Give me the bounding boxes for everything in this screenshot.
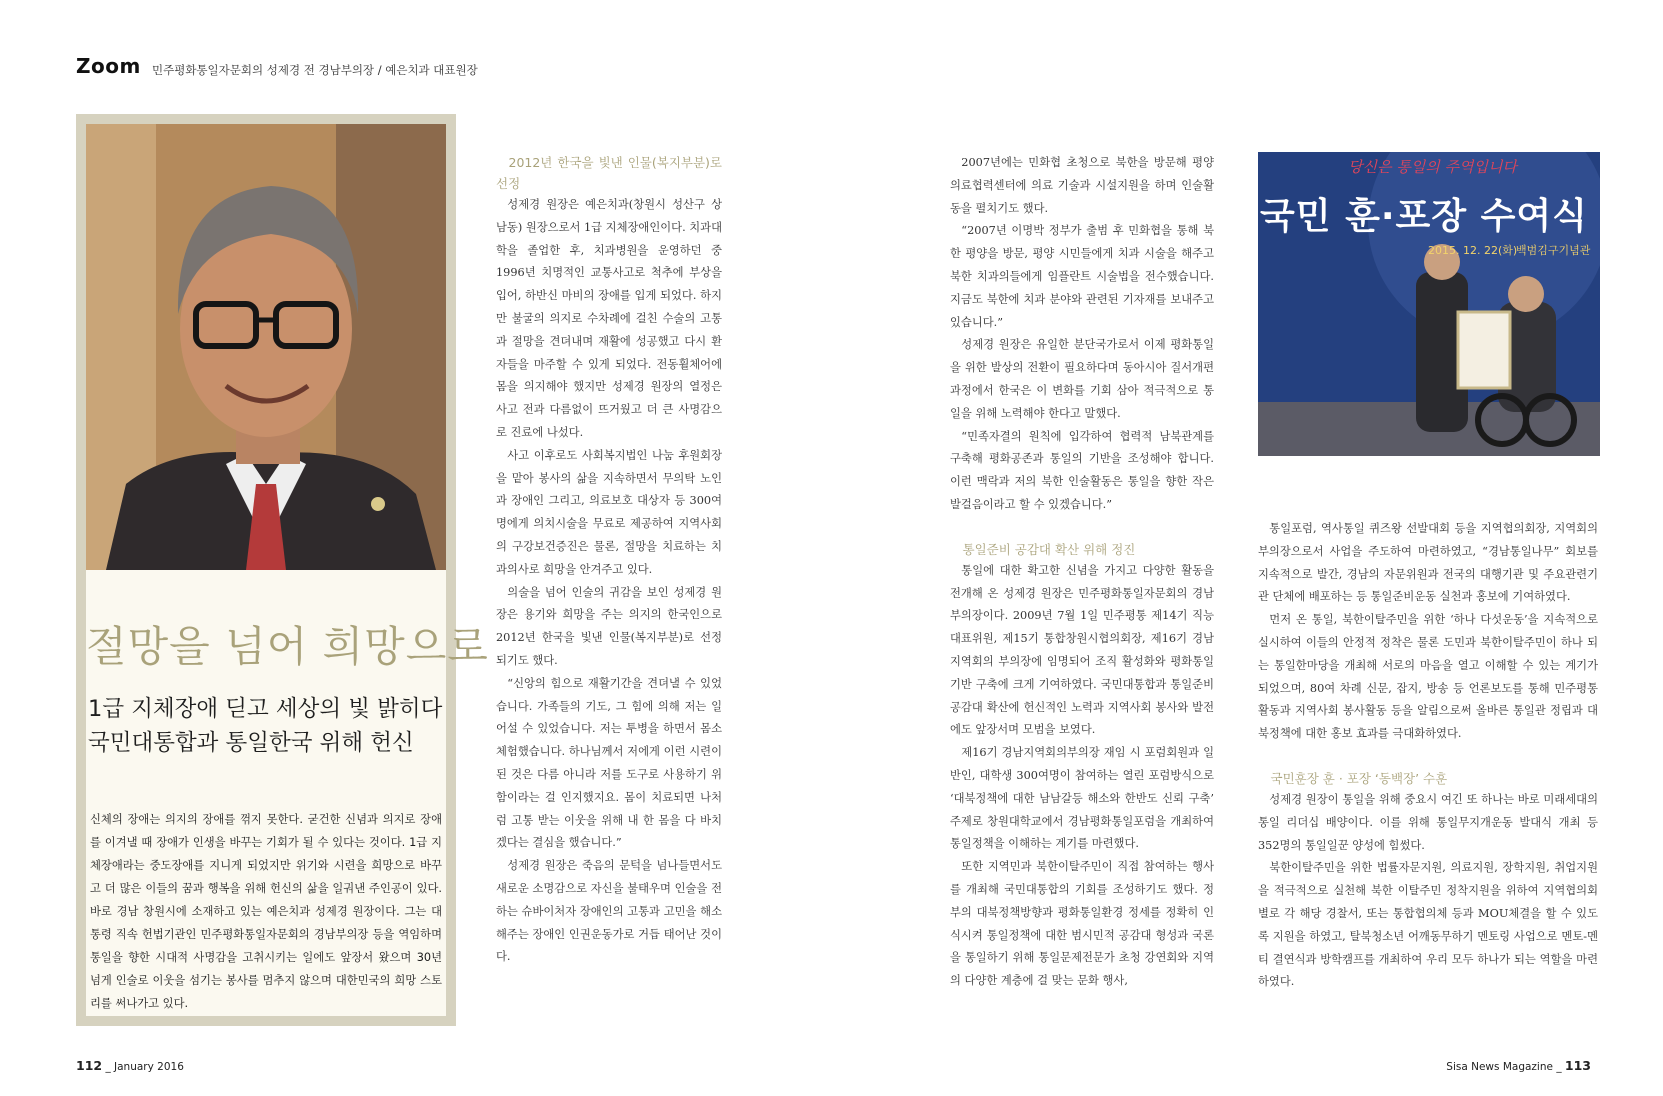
page-number-right: 113: [1564, 1058, 1591, 1073]
header-subtitle: 민주평화통일자문회의 성제경 전 경남부의장 / 예은치과 대표원장: [152, 63, 478, 77]
feature-subtitle: [88, 692, 458, 760]
paragraph: 성제경 원장은 예은치과(창원시 성산구 상남동) 원장으로서 1급 지체장애인이다. 치과대학을 졸업한 후, 치과병원을 운영하던 중 1996년 치명적인 교통사고로 척추에 부상을 입어, 하반신 마비의 장애를 입게 되었다. 하지만 불굴의 의지로 수차례에 걸친 수술의 고통과 절망을 견뎌내며 재활에 성공했고 다시 환자들을 마주할 수 있게 되었다. 전동휠체어에 몸을 의지해야 했지만 성제경 원장의 열정은 사고 전과 다름없이 뜨거웠고 더 큰 사명감으로 진료에 나섰다.: [496, 198, 722, 439]
paragraph: 성제경 원장은 죽음의 문턱을 넘나들면서도 새로운 소명감으로 자신을 불태우며 인술을 전하는 슈바이처자 장애인의 고통과 고민을 해소해주는 장애인 인권운동가로 거듭 태어난 것이다.: [496, 859, 722, 964]
subtitle-line-1: 1급 지체장애 딛고 세상의 빛 밝히다: [88, 696, 443, 722]
paragraph: “신앙의 힘으로 재활기간을 견뎌낼 수 있었습니다. 가족들의 기도, 그 힘에 의해 저는 일어설 수 있었습니다. 저는 투병을 하면서 몸소 체험했습니다. 하나님께서 저에게 이런 시련이 된 것은 다름 아니라 저를 도구로 사용하기 위함이라는 걸 인지했지요. 몸이 치료되면 나처럼 고통 받는 이웃을 위해 내 한 몸을 다 바치겠다는 결심을 했습니다.”: [496, 676, 722, 850]
ceremony-banner-text: 국민 훈·포장 수여식: [1260, 196, 1588, 237]
subtitle-line-2: 국민대통합과 통일한국 위해 헌신: [88, 730, 414, 756]
paragraph: 통일에 대한 확고한 신념을 가지고 다양한 활동을 전개해 온 성제경 원장은 민주평화통일자문회의 경남부의장이다. 2009년 7월 1일 민주평통 제14기 직능대표위원, 제15기 통합창원시협의회장, 제16기 경남지역회의 부의장에 임명되어 조직 활성화와 평화통일 기반 구축에 크게 기여하였다. 국민대통합과 통일준비 공감대 확산에 헌신적인 노력과 지역사회 봉사와 발전에도 앞장서며 모범을 보였다.: [950, 563, 1214, 737]
paragraph: 2007년에는 민화협 초청으로 북한을 방문해 평양의료협력센터에 의료 기술과 시설지원을 하며 인술활동을 펼치기도 했다.: [950, 156, 1214, 215]
folio-right: [1446, 1058, 1591, 1073]
article-column-3: [1258, 518, 1598, 994]
paragraph: “민족자결의 원칙에 입각하여 협력적 남북관계를 구축해 평화공존과 통일의 기반을 조성해야 합니다. 이런 맥락과 저의 북한 인술활동은 통일을 향한 작은 발걸음이라고 할 수 있겠습니다.”: [950, 429, 1214, 511]
feature-title: 절망을 넘어 희망으로: [86, 622, 489, 671]
magazine-name: Sisa News Magazine: [1446, 1061, 1553, 1073]
page-number-left: 112: [76, 1058, 103, 1073]
section-heading-3: 국민훈장 훈 · 포장 ‘동백장’ 수훈: [1270, 770, 1448, 786]
folio-separator: _: [1556, 1061, 1565, 1073]
paragraph: 성제경 원장이 통일을 위해 중요시 여긴 또 하나는 바로 미래세대의 통일 리더십 배양이다. 이를 위해 통일무지개운동 발대식 개최 등 352명의 통일일꾼 양성에 힘썼다.: [1258, 792, 1598, 852]
section-label: Zoom: [76, 54, 141, 78]
paragraph: 북한이탈주민을 위한 법률자문지원, 의료지원, 장학지원, 취업지원을 적극적으로 실천해 북한 이탈주민 정착지원을 위하여 지역협의회별로 각 해당 경찰서, 또는 통합협의체 등과 MOU체결을 할 수 있도록 지원을 하였고, 탈북청소년 어깨동무하기 멘토링 사업으로 멘토-멘티 결연식과 방학캠프를 개최하여 우리 모두 하나가 되는 역할을 마련하였다.: [1258, 861, 1598, 989]
article-column-1: [496, 152, 722, 969]
paragraph: 먼저 온 통일, 북한이탈주민을 위한 ‘하나 다섯운동’을 지속적으로 실시하여 이들의 안정적 정착은 물론 도민과 북한이탈주민이 하나 되는 통일한마당을 개최해 서로의 마음을 열고 이해할 수 있는 계기가 되었으며, 80여 차례 신문, 잡지, 방송 등 언론보도를 통해 민주평통 활동과 지역사회 봉사활동 등을 알림으로써 올바른 통일관 정립과 대북정책에 대한 홍보 효과를 극대화하였다.: [1258, 613, 1598, 741]
portrait-photo: [86, 124, 446, 570]
paragraph: 사고 이후로도 사회복지법인 나눔 후원회장을 맡아 봉사의 삶을 지속하면서 무의탁 노인과 장애인 그리고, 의료보호 대상자 등 300여 명에게 의치시술을 무료로 제공하여 지역사회의 구강보건증진은 물론, 절망을 치료하는 치과의사로 희망을 안겨주고 있다.: [496, 448, 722, 576]
ceremony-photo: [1258, 152, 1600, 456]
folio-left: [76, 1058, 184, 1073]
paragraph: 통일포럼, 역사통일 퀴즈왕 선발대회 등을 지역협의회장, 지역회의 부의장으로서 사업을 주도하여 마련하였고, “경남통일나무” 회보를 지속적으로 발간, 경남의 자문위원과 전국의 대행기관 및 주요관련기관 단체에 배포하는 등 통일준비운동 실천과 홍보에 기여하였다.: [1258, 522, 1598, 604]
section-heading-2: 통일준비 공감대 확산 위해 정진: [962, 541, 1136, 557]
folio-separator: _: [105, 1061, 115, 1073]
paragraph: 의술을 넘어 인술의 귀감을 보인 성제경 원장은 용기와 희망을 주는 의지의 한국인으로 2012년 한국을 빛낸 인물(복지부분)로 선정되기도 했다.: [496, 585, 722, 667]
article-column-2: [950, 152, 1214, 993]
paragraph: “2007년 이명박 정부가 출범 후 민화협을 통해 북한 평양을 방문, 평양 시민들에게 치과 시술을 해주고 북한 치과의들에게 임플란트 시술법을 전수했습니다. 지금도 북한에 치과 분야와 관련된 기자재를 보내주고 있습니다.”: [950, 224, 1214, 329]
ceremony-script-text: 당신은 통일의 주역입니다: [1348, 158, 1517, 176]
feature-intro: 신체의 장애는 의지의 장애를 꺾지 못한다. 굳건한 신념과 의지로 장애를 이겨낼 때 장애가 인생을 바꾸는 기회가 될 수 있다는 것이다. 1급 지체장애라는 중도장애를 지니게 되었지만 위기와 시련을 희망으로 바꾸고 더 많은 이들의 꿈과 행복을 위해 헌신의 삶을 일궈낸 주인공이 있다. 바로 경남 창원시에 소재하고 있는 예은치과 성제경 원장이다. 그는 대통령 직속 헌법기관인 민주평화통일자문회의 경남부의장 등을 역임하며 통일을 향한 시대적 사명감을 고취시키는 일에도 앞장서 왔으며 30년 넘게 인술로 이웃을 섬기는 봉사를 멈추지 않으며 대한민국의 희망 스토리를 써나가고 있다.: [90, 813, 442, 1010]
ceremony-date: 2015. 12. 22(화): [1428, 244, 1518, 257]
paragraph: 또한 지역민과 북한이탈주민이 직접 참여하는 행사를 개최해 국민대통합의 기회를 조성하기도 했다. 정부의 대북정책방향과 평화통일환경 정세를 정확히 인식시켜 통일정책에 대한 범시민적 공감대 형성과 국론을 통일하기 위해 통일문제전문가 초청 강연회와 지역의 다양한 계층에 걸 맞는 문화 행사,: [950, 860, 1214, 988]
paragraph: 성제경 원장은 유일한 분단국가로서 이제 평화통일을 위한 발상의 전환이 필요하다며 동아시아 질서개편 과정에서 한국은 이 변화를 기회 삼아 적극적으로 통일을 위해 노력해야 한다고 말했다.: [950, 338, 1214, 420]
ceremony-venue: 백범김구기념관: [1516, 244, 1591, 257]
section-heading-1: 2012년 한국을 빛낸 인물(복지부분)로 선정: [496, 155, 722, 191]
paragraph: 제16기 경남지역회의부의장 재임 시 포럼회원과 일반인, 대학생 300여명이 참여하는 열린 포럼방식으로 ‘대북정책에 대한 남남갈등 해소와 한반도 신뢰 구축’ 주제로 창원대학교에서 경남평화통일포럼을 개최하여 통일정책을 이해하는 계기를 마련했다.: [950, 746, 1214, 851]
issue-date: January 2016: [114, 1061, 184, 1073]
